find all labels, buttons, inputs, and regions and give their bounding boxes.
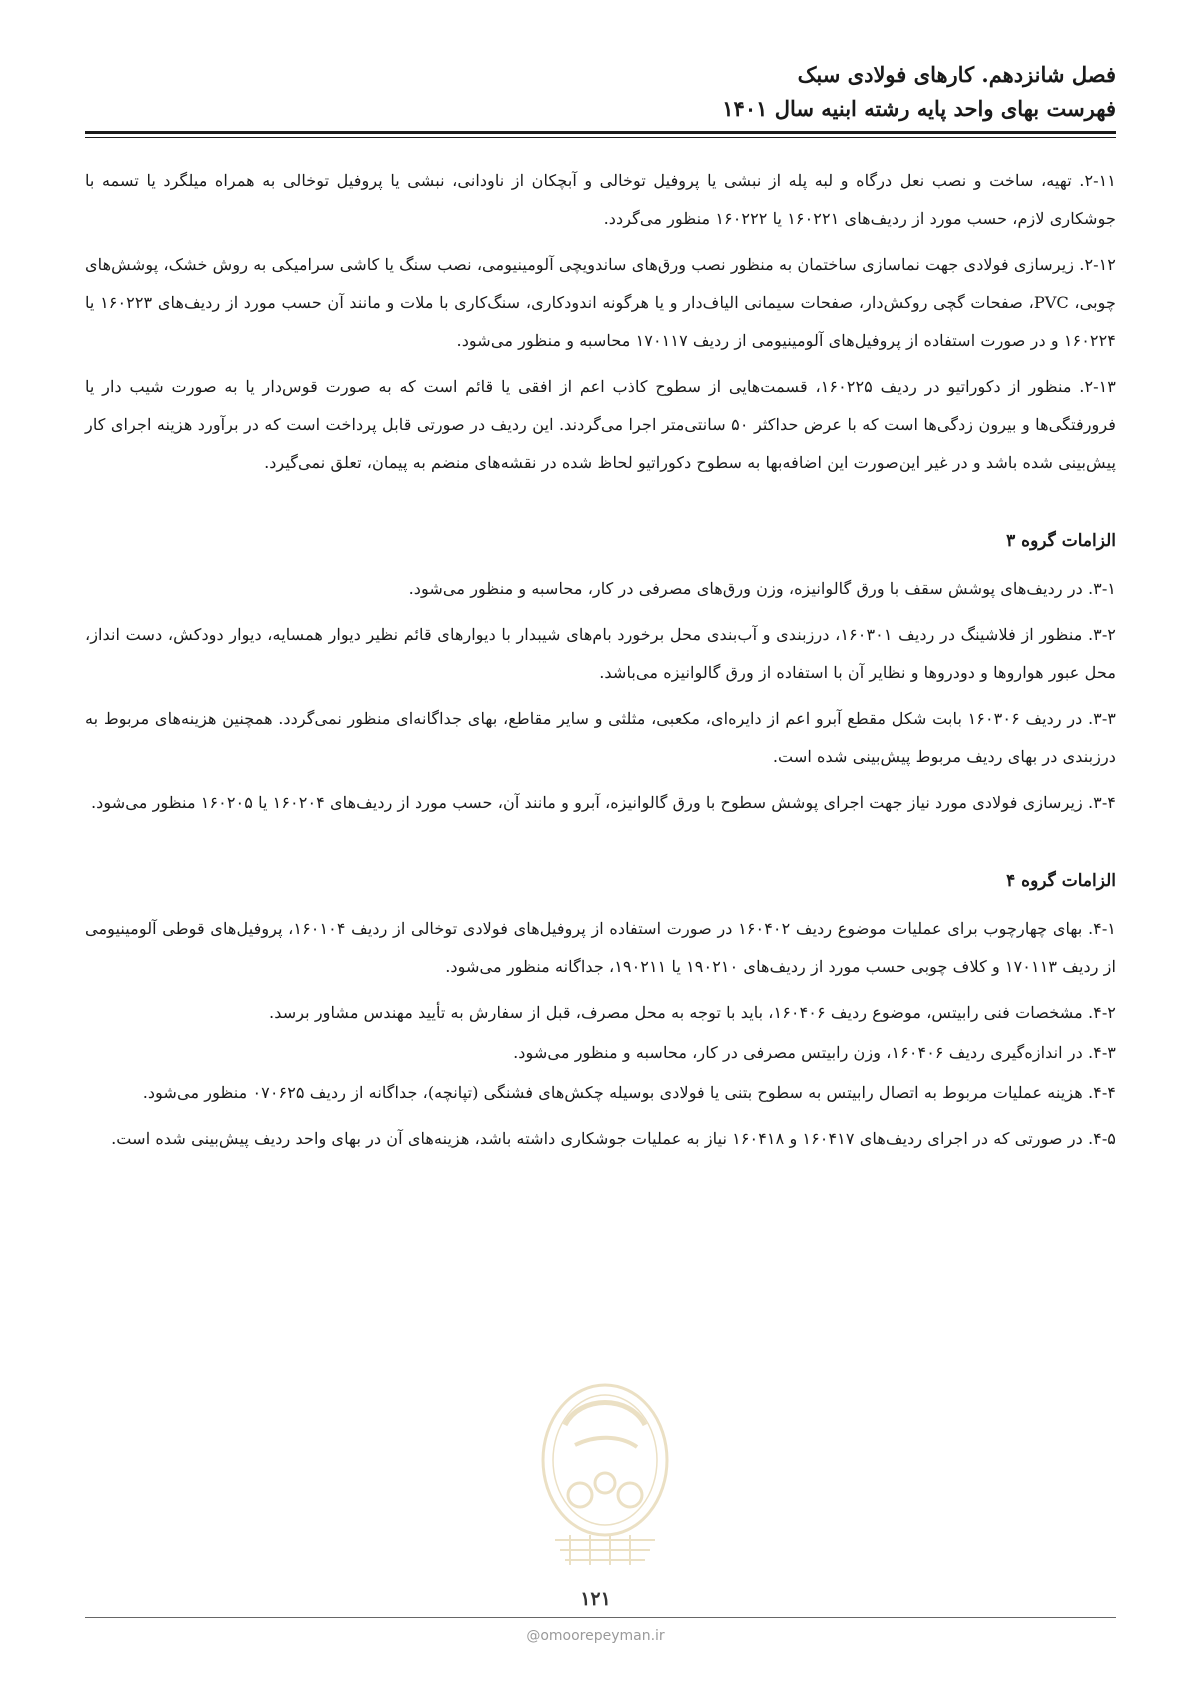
group-3-heading: الزامات گروه ۳ <box>1006 531 1116 551</box>
footer-rule <box>85 1617 1116 1618</box>
clause-3-4: ۳-۴. زیرسازی فولادی مورد نیاز جهت اجرای پوشش سطوح با ورق گالوانیزه، آبرو و مانند آن، حسب مورد از ردیف‌های ۱۶۰۲۰۴ یا ۱۶۰۲۰۵ منظور می‌شود. <box>91 793 1116 812</box>
clause-2-13: ۲-۱۳. منظور از دکوراتیو در ردیف ۱۶۰۲۲۵، قسمت‌هایی از سطوح کاذب اعم از افقی یا قائم است که به صورت قوس‌دار یا به صورت شیب دار یا فرورفتگی‌ها و بیرون زدگی‌ها است که با عرض حداکثر ۵۰ سانتی‌متر اجرا می‌گردند. این ردیف در صورتی قابل پرداخت است که در برآورد هزینه اجرای کار پیش‌بینی شده باشد و در غیر این‌صورت این اضافه‌بها به سطوح دکوراتیو لحاظ شده در نقشه‌های منضم به پیمان، تعلق نمی‌گیرد. <box>85 377 1117 472</box>
site-url: @omoorepeyman.ir <box>526 1628 665 1644</box>
page-number: ۱۲۱ <box>580 1588 611 1610</box>
clause-4-2: ۴-۲. مشخصات فنی رابیتس، موضوع ردیف ۱۶۰۴۰۶، باید با توجه به محل مصرف، قبل از سفارش به تأیید مهندس مشاور برسد. <box>269 1003 1116 1022</box>
clause-3-2: ۳-۲. منظور از فلاشینگ در ردیف ۱۶۰۳۰۱، درزبندی و آب‌بندی محل برخورد بام‌های شیبدار با دیوارهای قائم نظیر دیوار همسایه، دیوار دودکش، دست انداز، محل عبور هواروها و دودروها و نظایر آن با استفاده از ورق گالوانیزه می‌باشد. <box>85 625 1116 682</box>
clause-4-5: ۴-۵. در صورتی که در اجرای ردیف‌های ۱۶۰۴۱۷ و ۱۶۰۴۱۸ نیاز به عملیات جوشکاری داشته باشد، هزینه‌های آن در بهای واحد ردیف پیش‌بینی شده است. <box>111 1129 1116 1148</box>
clause-4-1: ۴-۱. بهای چهارچوب برای عملیات موضوع ردیف ۱۶۰۴۰۲ در صورت استفاده از پروفیل‌های فولادی توخالی از ردیف ۱۶۰۱۰۴، پروفیل‌های قوطی آلومینیومی از ردیف ۱۷۰۱۱۳ و کلاف چوبی حسب مورد از ردیف‌های ۱۹۰۲۱۰ یا ۱۹۰۲۱۱، جداگانه منظور می‌شود. <box>85 919 1116 976</box>
header-rule-thick <box>85 131 1116 134</box>
document-subtitle: فهرست بهای واحد پایه رشته ابنیه سال ۱۴۰۱ <box>722 96 1116 121</box>
clause-4-3: ۴-۳. در اندازه‌گیری ردیف ۱۶۰۴۰۶، وزن رابیتس مصرفی در کار، محاسبه و منظور می‌شود. <box>513 1043 1116 1062</box>
clause-3-1: ۳-۱. در ردیف‌های پوشش سقف با ورق گالوانیزه، وزن ورق‌های مصرفی در کار، محاسبه و منظور می‌شود. <box>408 579 1116 598</box>
watermark-logo <box>525 1365 685 1585</box>
clause-3-3: ۳-۳. در ردیف ۱۶۰۳۰۶ بابت شکل مقطع آبرو اعم از دایره‌ای، مکعبی، مثلثی و سایر مقاطع، بهای جداگانه‌ای منظور نمی‌گردد. همچنین هزینه‌های مربوط به درزبندی در بهای ردیف مربوط پیش‌بینی شده است. <box>85 709 1116 766</box>
group-4-heading: الزامات گروه ۴ <box>1006 871 1116 891</box>
clause-2-11: ۲-۱۱. تهیه، ساخت و نصب نعل درگاه و لبه پله از نبشی یا پروفیل توخالی و آبچکان از ناودانی، نبشی یا پروفیل توخالی به همراه میلگرد یا تسمه با جوشکاری لازم، حسب مورد از ردیف‌های ۱۶۰۲۲۱ یا ۱۶۰۲۲۲ منظور می‌گردد. <box>85 171 1116 228</box>
chapter-title: فصل شانزدهم. کارهای فولادی سبک <box>797 62 1116 87</box>
clause-2-12: ۲-۱۲. زیرسازی فولادی جهت نماسازی ساختمان به منظور نصب ورق‌های ساندویچی آلومینیومی، نصب سنگ یا کاشی سرامیکی به روش خشک، پوشش‌های چوبی، PVC، صفحات گچی روکش‌دار، صفحات سیمانی الیاف‌دار و یا هرگونه اندودکاری، سنگ‌کاری با ملات و مانند آن حسب مورد از ردیف‌های ۱۶۰۲۲۳ یا ۱۶۰۲۲۴ و در صورت استفاده از پروفیل‌های آلومینیومی از ردیف ۱۷۰۱۱۷ محاسبه و منظور می‌شود. <box>85 255 1116 350</box>
header-rule-thin <box>85 137 1116 138</box>
page-content <box>85 162 1116 1166</box>
page-header <box>76 58 1116 126</box>
clause-4-4: ۴-۴. هزینه عملیات مربوط به اتصال رابیتس به سطوح بتنی یا فولادی بوسیله چکش‌های فشنگی (تپانچه)، جداگانه از ردیف ۰۷۰۶۲۵ منظور می‌شود. <box>142 1083 1116 1102</box>
